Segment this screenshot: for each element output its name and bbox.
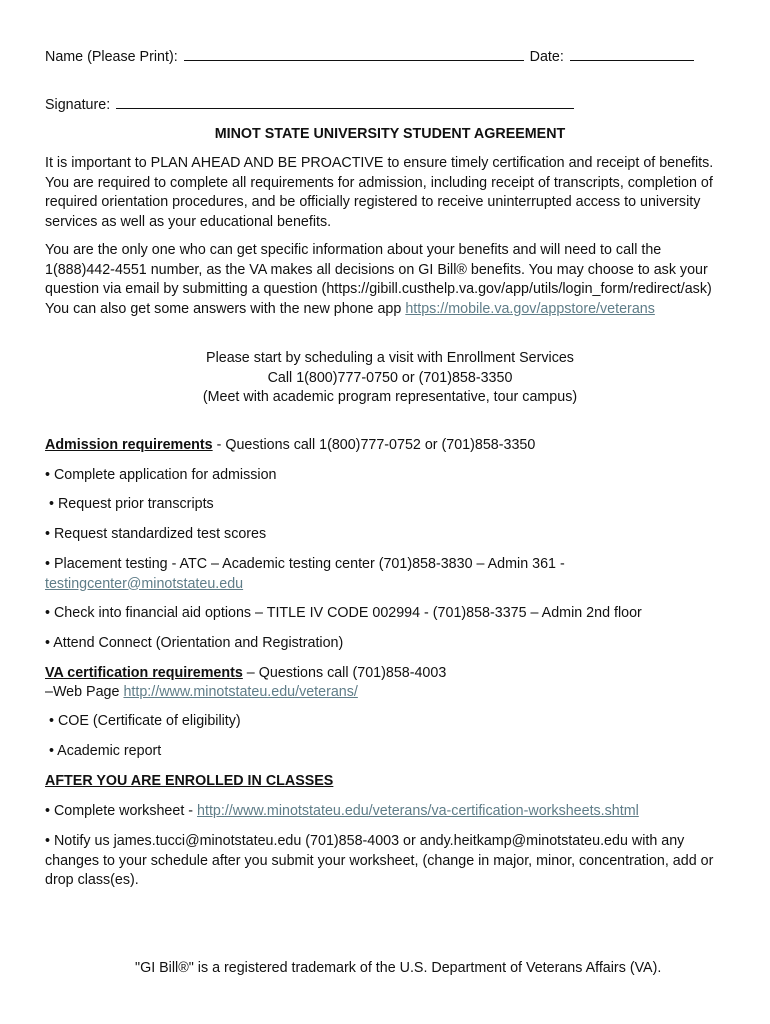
trademark-footer: "GI Bill®" is a registered trademark of the U.S. Department of Veterans Affairs (VA). bbox=[135, 960, 662, 976]
schedule-line-1: Please start by scheduling a visit with Enrollment Services bbox=[206, 350, 574, 366]
va-item-academic-report: • Academic report bbox=[45, 743, 162, 759]
after-item-worksheet bbox=[45, 802, 735, 822]
veterans-web-link[interactable]: http://www.minotstateu.edu/veterans/ bbox=[123, 684, 358, 700]
va-heading: VA certification requirements bbox=[45, 665, 243, 681]
after-item-notify: • Notify us james.tucci@minotstateu.edu (701)858-4003 or andy.heitkamp@minotstateu.edu with any changes to your schedule after you submit your worksheet, (change in major, minor, concentration, add or drop class(es). bbox=[45, 833, 714, 888]
mobile-app-link[interactable]: https://mobile.va.gov/appstore/veterans bbox=[405, 300, 655, 317]
signature-field[interactable] bbox=[116, 94, 574, 109]
after-heading: AFTER YOU ARE ENROLLED IN CLASSES bbox=[45, 773, 334, 789]
date-label: Date: bbox=[529, 49, 564, 65]
admission-heading: Admission requirements bbox=[45, 437, 213, 453]
signature-label: Signature: bbox=[45, 97, 111, 113]
admission-item-test-scores: • Request standardized test scores bbox=[45, 526, 267, 542]
va-web-row bbox=[45, 683, 735, 703]
after-heading-row bbox=[45, 772, 735, 792]
schedule-line-2: Call 1(800)777-0750 or (701)858-3350 bbox=[267, 369, 513, 386]
intro-paragraph-2-text: You are the only one who can get specific information about your benefits and will need to call the 1(888)442-4551 number, as the VA makes all decisions on GI Bill® benefits. You may choose to ask your question via email by submitting a question (https://gibill.custhelp.va.gov/app/utils/login_form/redirect/ask) You can also get some answers with the new phone app bbox=[45, 242, 712, 317]
va-web-prefix: –Web Page bbox=[45, 684, 124, 700]
worksheet-prefix: • Complete worksheet - bbox=[45, 803, 198, 819]
va-heading-suffix: – Questions call (701)858-4003 bbox=[242, 665, 447, 681]
va-item-coe: • COE (Certificate of eligibility) bbox=[45, 713, 241, 729]
date-field[interactable] bbox=[570, 46, 694, 61]
intro-paragraph-1: It is important to PLAN AHEAD AND BE PROACTIVE to ensure timely certification and receipt of benefits. You are required to complete all requirements for admission, including receipt of transcripts, completion of required orientation procedures, and be officially registered to receive uninterrupted access to university services as well as your educational benefits. bbox=[45, 155, 714, 230]
admission-heading-row bbox=[45, 436, 735, 456]
admission-item-connect: • Attend Connect (Orientation and Registration) bbox=[45, 635, 344, 651]
name-label: Name (Please Print): bbox=[45, 49, 178, 65]
admission-item-placement bbox=[45, 555, 735, 594]
page-title: MINOT STATE UNIVERSITY STUDENT AGREEMENT bbox=[214, 126, 566, 142]
placement-text: • Placement testing - ATC – Academic testing center (701)858-3830 – Admin 361 - bbox=[45, 556, 565, 572]
admission-item-application: • Complete application for admission bbox=[45, 467, 277, 483]
schedule-line-3: (Meet with academic program representative, tour campus) bbox=[202, 389, 578, 405]
signature-row bbox=[45, 94, 576, 113]
admission-item-financial-aid: • Check into financial aid options – TITLE IV CODE 002994 - (701)858-3375 – Admin 2nd floor bbox=[45, 605, 642, 621]
worksheet-link[interactable]: http://www.minotstateu.edu/veterans/va-certification-worksheets.shtml bbox=[197, 803, 639, 819]
va-heading-row bbox=[45, 664, 735, 684]
testing-center-email-link[interactable]: testingcenter@minotstateu.edu bbox=[45, 575, 244, 592]
admission-item-transcripts: • Request prior transcripts bbox=[45, 496, 214, 512]
name-date-row bbox=[45, 46, 696, 65]
intro-paragraph-2 bbox=[45, 241, 735, 319]
name-field[interactable] bbox=[184, 46, 524, 61]
admission-heading-suffix: - Questions call 1(800)777-0752 or (701)858-3350 bbox=[212, 437, 536, 453]
schedule-block bbox=[45, 349, 735, 408]
